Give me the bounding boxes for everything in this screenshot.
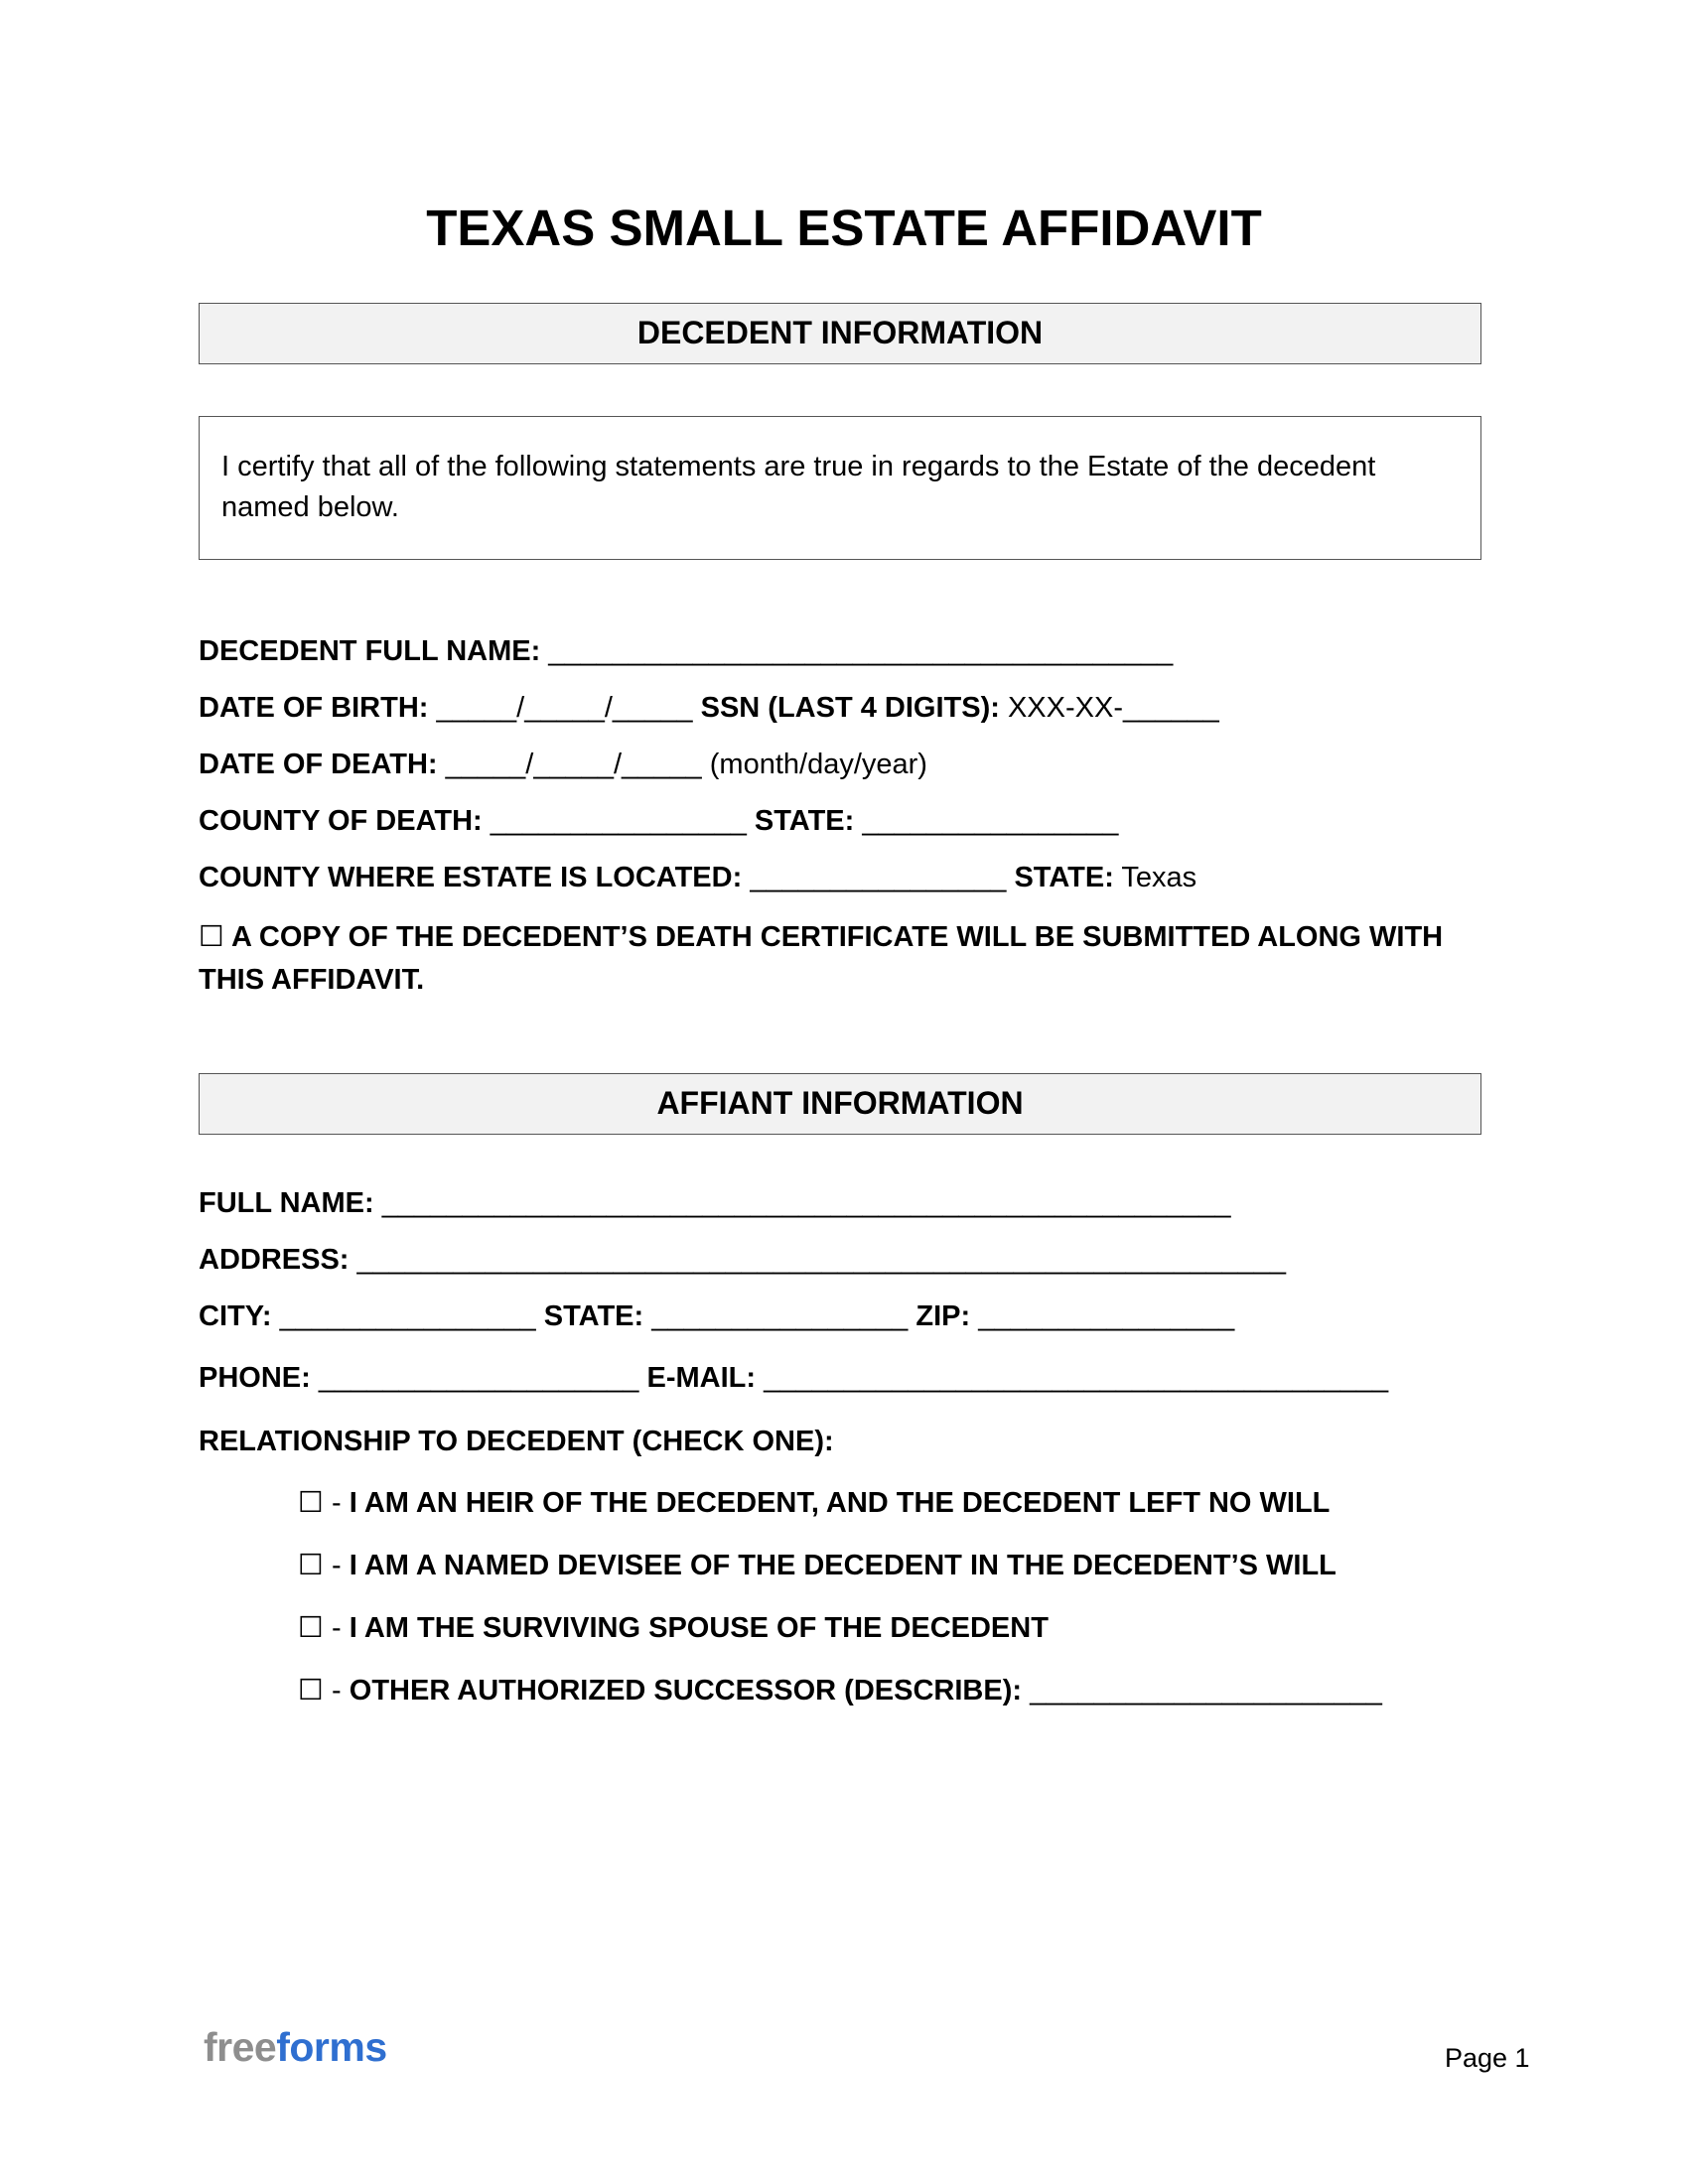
option-label: I AM THE SURVIVING SPOUSE OF THE DECEDENT [349, 1612, 1049, 1644]
document-title: TEXAS SMALL ESTATE AFFIDAVIT [426, 200, 1262, 256]
dod-row [199, 747, 927, 782]
affiant-section-header: AFFIANT INFORMATION [199, 1073, 1481, 1135]
relationship-option-spouse[interactable] [298, 1610, 1049, 1646]
affiant-state-label: STATE: [543, 1300, 644, 1332]
zip-label: ZIP: [915, 1300, 971, 1332]
dod-hint: (month/day/year) [709, 749, 927, 780]
address-field[interactable]: __________________________________________________________ [356, 1244, 1286, 1276]
estate-state-value: Texas [1121, 862, 1197, 893]
phone-field[interactable]: ____________________ [318, 1362, 639, 1394]
death-certificate-statement [199, 916, 1489, 1002]
ssn-field[interactable]: XXX-XX-______ [1007, 692, 1219, 724]
checkbox[interactable]: ☐ [298, 1675, 324, 1706]
death-certificate-text: A COPY OF THE DECEDENT’S DEATH CERTIFICATE WILL BE SUBMITTED ALONG WITH THIS AFFIDAVIT. [199, 921, 1444, 996]
city-state-zip-row [199, 1298, 1234, 1334]
logo-free-text: free [204, 2024, 277, 2070]
checkbox[interactable]: ☐ [298, 1612, 324, 1644]
city-field[interactable]: ________________ [279, 1300, 536, 1332]
dob-ssn-row [199, 690, 1219, 726]
checkbox[interactable]: ☐ [298, 1550, 324, 1581]
relationship-option-heir[interactable] [298, 1485, 1330, 1521]
decedent-name-field[interactable]: _______________________________________ [548, 635, 1174, 667]
option-label: OTHER AUTHORIZED SUCCESSOR (DESCRIBE): [349, 1675, 1023, 1706]
ssn-label: SSN (LAST 4 DIGITS): [700, 692, 1000, 724]
county-of-death-row [199, 803, 1118, 839]
estate-state-label: STATE: [1014, 862, 1114, 893]
city-label: CITY: [199, 1300, 272, 1332]
option-dash: - [324, 1550, 350, 1581]
county-of-death-label: COUNTY OF DEATH: [199, 805, 483, 837]
affiant-name-label: FULL NAME: [199, 1187, 374, 1219]
checkbox[interactable]: ☐ [298, 1487, 324, 1519]
estate-county-label: COUNTY WHERE ESTATE IS LOCATED: [199, 862, 743, 893]
option-label: I AM A NAMED DEVISEE OF THE DECEDENT IN THE DECEDENT’S WILL [349, 1550, 1336, 1581]
relationship-option-devisee[interactable] [298, 1548, 1336, 1583]
phone-email-row [199, 1360, 1388, 1396]
option-label: I AM AN HEIR OF THE DECEDENT, AND THE DECEDENT LEFT NO WILL [349, 1487, 1331, 1519]
logo-forms-text: forms [276, 2024, 387, 2070]
decedent-name-row [199, 633, 1173, 669]
email-label: E-MAIL: [646, 1362, 757, 1394]
county-of-death-field[interactable]: ________________ [490, 805, 747, 837]
other-describe-field[interactable]: ______________________ [1030, 1675, 1382, 1706]
certification-box [199, 416, 1481, 560]
affiant-name-row [199, 1185, 1231, 1221]
address-label: ADDRESS: [199, 1244, 350, 1276]
decedent-section-header: DECEDENT INFORMATION [199, 303, 1481, 364]
dob-field[interactable]: _____/_____/_____ [436, 692, 693, 724]
option-dash: - [324, 1487, 350, 1519]
death-state-label: STATE: [754, 805, 855, 837]
affiant-state-field[interactable]: ________________ [651, 1300, 909, 1332]
dod-label: DATE OF DEATH: [199, 749, 438, 780]
affiant-name-field[interactable]: _____________________________________________________ [381, 1187, 1231, 1219]
affiant-address-row [199, 1242, 1286, 1278]
dob-label: DATE OF BIRTH: [199, 692, 429, 724]
option-dash: - [324, 1675, 350, 1706]
zip-field[interactable]: ________________ [978, 1300, 1235, 1332]
dod-field[interactable]: _____/_____/_____ [445, 749, 702, 780]
death-certificate-checkbox[interactable]: ☐ [199, 921, 224, 953]
relationship-option-other[interactable] [298, 1673, 1382, 1708]
certification-text: I certify that all of the following statements are true in regards to the Estate of the decedent named below. [221, 451, 1376, 523]
phone-label: PHONE: [199, 1362, 311, 1394]
decedent-name-label: DECEDENT FULL NAME: [199, 635, 541, 667]
estate-county-row [199, 860, 1196, 895]
freeforms-logo [204, 2022, 387, 2072]
death-state-field[interactable]: ________________ [862, 805, 1119, 837]
email-field[interactable]: _______________________________________ [764, 1362, 1389, 1394]
page-number: Page 1 [1445, 2043, 1530, 2073]
estate-county-field[interactable]: ________________ [750, 862, 1007, 893]
option-dash: - [324, 1612, 350, 1644]
relationship-label: RELATIONSHIP TO DECEDENT (CHECK ONE): [199, 1426, 834, 1457]
